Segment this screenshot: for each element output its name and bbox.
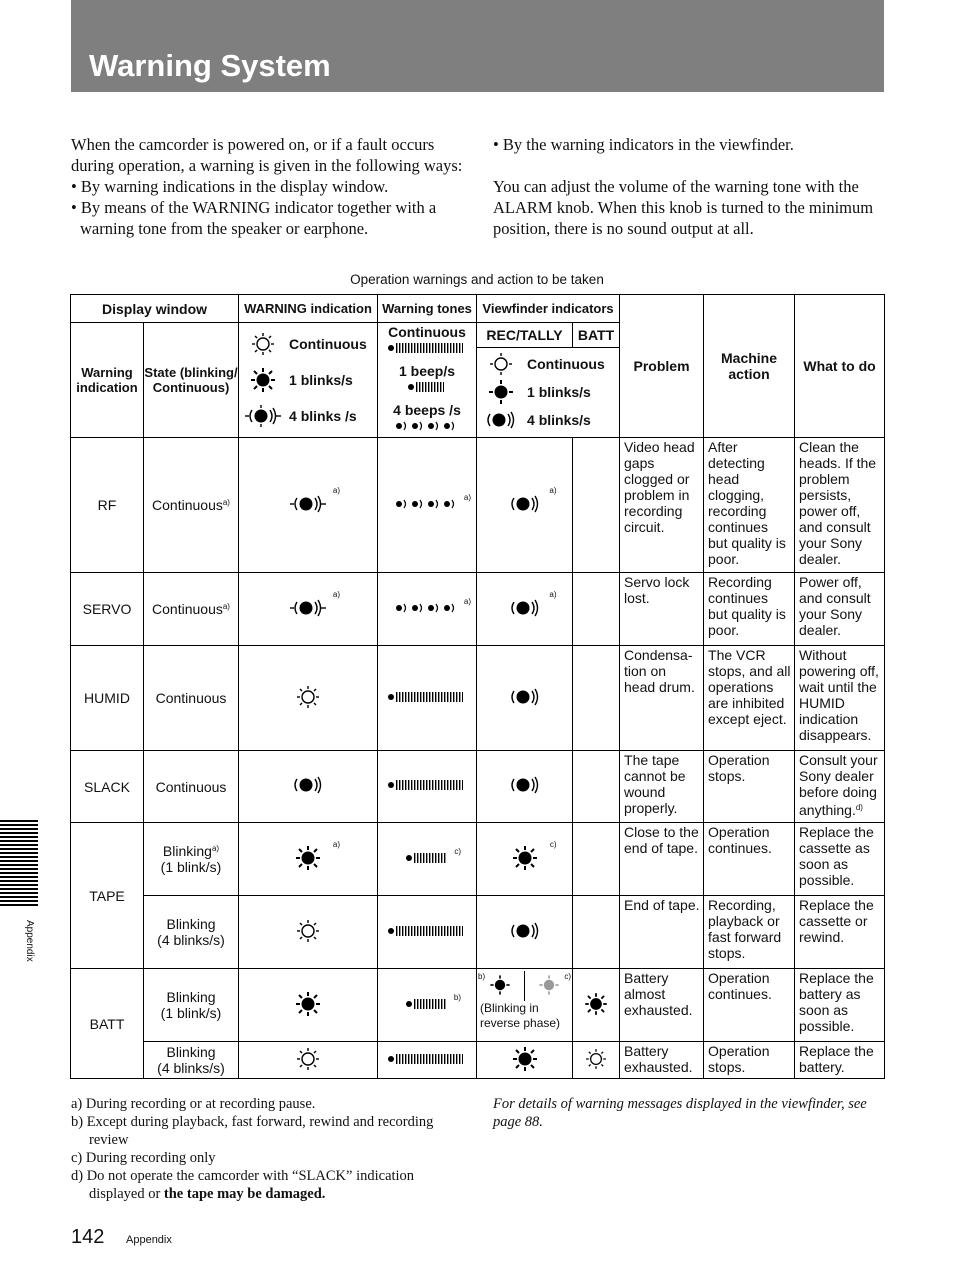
four-beeps-icon <box>395 419 459 433</box>
warning-table <box>70 294 885 1079</box>
lamp-fast-blink-icon <box>481 406 521 434</box>
title-banner <box>71 0 884 92</box>
row-state: Blinking (4 blinks/s) <box>144 1042 239 1079</box>
row-problem: End of tape. <box>620 896 704 969</box>
row-state: Continuous$^{a)}$ <box>144 438 239 573</box>
beep-tone-icon <box>405 997 449 1011</box>
lamp-fast-blink-icon <box>505 771 545 799</box>
row-state: Continuous$^{a)}$ <box>144 573 239 646</box>
lamp-fast-blink-icon <box>288 490 328 518</box>
lamp-on-icon <box>505 844 545 872</box>
lamp-off-icon <box>288 1045 328 1073</box>
row-action: After detecting head clogging, recording continues but quality is poor. <box>704 438 795 573</box>
lamp-off-icon <box>288 683 328 711</box>
table-row <box>71 896 885 969</box>
lamp-fast-blink-icon <box>288 594 328 622</box>
row-todo: Without powering off, wait until the HUMID indication disappears. <box>795 646 885 751</box>
row-todo: Replace the battery. <box>795 1042 885 1079</box>
lamp-fast-blink-icon <box>505 594 545 622</box>
row-todo: Replace the cassette as soon as possible. <box>795 823 885 896</box>
row-action: Operation stops. <box>704 751 795 823</box>
intro-bullet: • By means of the WARNING indicator together with a warning tone from the speaker or earphone. <box>71 198 437 238</box>
row-problem: Close to the end of tape. <box>620 823 704 896</box>
row-indication: HUMID <box>71 646 144 751</box>
row-todo: Replace the battery as soon as possible. <box>795 969 885 1042</box>
table-row: TAPE Blinking$^{a)}$ (1 blink/s) a) c) c) Close to the end of tape. Operation continues. Replace the cassette as soon as possible. <box>71 823 885 896</box>
footnote-c: c) During recording only <box>71 1150 216 1166</box>
lamp-on-icon <box>481 378 521 406</box>
lamp-fast-blink-icon <box>505 490 545 518</box>
table-row: RF Continuous$^{a)}$ a) a) a) Video head gaps clogged or problem in recording circuit. After detecting head clogging, recording continues but quality is poor. Clean the heads. If the problem persists, power off, and consult your Sony dealer. <box>71 438 885 573</box>
lamp-on-icon <box>578 990 614 1018</box>
lamp-fast-blink-icon <box>505 683 545 711</box>
lamp-off-icon <box>578 1045 614 1073</box>
row-state: Blinking (4 blinks/s) <box>144 896 239 969</box>
lamp-fast-blink-icon <box>243 402 283 430</box>
lamp-on-icon <box>243 366 283 394</box>
header-batt: BATT <box>577 327 615 343</box>
warning-legend <box>239 323 378 438</box>
row-state: Continuous <box>144 646 239 751</box>
lamp-on-icon <box>288 990 328 1018</box>
lamp-on-icon <box>484 971 516 999</box>
continuous-tone-icon <box>387 1052 467 1066</box>
row-state: Blinking$^{a)}$ (1 blink/s) <box>144 823 239 896</box>
header-problem: Problem <box>620 295 704 438</box>
row-state: Blinking (1 blink/s) <box>144 969 239 1042</box>
legend-vf-one-blink: 1 blinks/s <box>527 384 591 400</box>
row-problem: Servo lock lost. <box>620 573 704 646</box>
beep-tone-icon <box>405 851 449 865</box>
see-page-note: For details of warning messages displayed in the viewfinder, see page 88. <box>493 1096 867 1130</box>
four-beeps-icon <box>395 601 459 615</box>
legend-continuous: Continuous <box>289 336 367 352</box>
continuous-tone-icon <box>387 341 467 355</box>
intro-bullet: • By warning indications in the display window. <box>71 177 389 196</box>
header-machine-action: Machine action <box>704 295 795 438</box>
lamp-fast-blink-icon <box>288 771 328 799</box>
continuous-tone-icon <box>387 690 467 704</box>
row-problem: The tape cannot be wound properly. <box>620 751 704 823</box>
lamp-off-icon <box>288 917 328 945</box>
table-row <box>71 646 885 751</box>
legend-tone-continuous: Continuous <box>388 323 466 340</box>
header-display-window: Display window <box>71 295 239 323</box>
row-indication: SERVO <box>71 573 144 646</box>
legend-tone-four-beeps: 4 beeps /s <box>393 401 461 418</box>
row-action: Recording continues but quality is poor. <box>704 573 795 646</box>
reverse-phase-note: (Blinking in reverse phase) <box>480 1001 561 1030</box>
table-row: SERVO Continuous$^{a)}$ a) a) a) Servo lock lost. Recording continues but quality is poor. Power off, and consult your Sony dealer. <box>71 573 885 646</box>
page-title: Warning System <box>89 48 331 83</box>
intro-left-column <box>71 134 466 239</box>
footnote-b: b) Except during playback, fast forward, rewind and recording review <box>71 1114 434 1148</box>
row-action: The VCR stops, and all operations are inhibited except eject. <box>704 646 795 751</box>
continuous-tone-icon <box>387 924 467 938</box>
row-todo: Consult your Sony dealer before doing anything.$^{d)}$ <box>795 751 885 823</box>
footnote-a: a) During recording or at recording pause. <box>71 1096 316 1112</box>
four-beeps-icon <box>395 497 459 511</box>
row-indication: TAPE <box>71 823 144 969</box>
lamp-dim-icon <box>533 971 565 999</box>
tones-legend <box>378 323 477 438</box>
row-action: Operation continues. <box>704 969 795 1042</box>
viewfinder-legend <box>477 323 620 438</box>
legend-vf-four-blinks: 4 blinks/s <box>527 412 591 428</box>
row-state: Continuous <box>144 751 239 823</box>
header-what-to-do: What to do <box>795 295 885 438</box>
row-todo: Replace the cassette or rewind. <box>795 896 885 969</box>
lamp-off-icon <box>243 330 283 358</box>
legend-tone-one-beep: 1 beep/s <box>399 362 456 379</box>
footnote-d: d) Do not operate the camcorder with “SLACK” indication displayed or the tape may be damaged. <box>71 1168 415 1202</box>
row-action: Recording, playback or fast forward stops. <box>704 896 795 969</box>
section-tab <box>0 820 38 908</box>
beep-tone-icon <box>407 380 447 394</box>
lamp-on-icon <box>288 844 328 872</box>
table-row: BATT Blinking (1 blink/s) b) b) c) (Blinking in reverse phase) Battery almost exhausted. Operation continues. Replace the battery as soon as possible. <box>71 969 885 1042</box>
row-action: Operation continues. <box>704 823 795 896</box>
row-problem: Condensa-tion on head drum. <box>620 646 704 751</box>
row-indication: RF <box>71 438 144 573</box>
legend-four-blinks: 4 blinks /s <box>289 408 357 424</box>
lamp-off-icon <box>481 350 521 378</box>
row-indication: SLACK <box>71 751 144 823</box>
row-problem: Video head gaps clogged or problem in recording circuit. <box>620 438 704 573</box>
header-viewfinder: Viewfinder indicators <box>477 295 620 323</box>
row-indication: BATT <box>71 969 144 1079</box>
header-rec-tally: REC/TALLY <box>477 323 573 347</box>
side-section-label: Appendix <box>24 920 35 962</box>
page-number: 142 <box>71 1226 105 1248</box>
header-warning-tones: Warning tones <box>378 295 477 323</box>
table-row <box>71 751 885 823</box>
continuous-tone-icon <box>387 778 467 792</box>
intro-paragraph: When the camcorder is powered on, or if a fault occurs during operation, a warning is given in the following ways: <box>71 135 463 175</box>
intro-right-column <box>493 134 888 239</box>
legend-vf-continuous: Continuous <box>527 356 605 372</box>
table-caption: Operation warnings and action to be taken <box>350 272 604 287</box>
legend-one-blink: 1 blinks/s <box>289 372 353 388</box>
page-footer-label: Appendix <box>126 1234 172 1246</box>
row-todo: Power off, and consult your Sony dealer. <box>795 573 885 646</box>
row-problem: Battery exhausted. <box>620 1042 704 1079</box>
header-warning-indication: WARNING indication <box>239 295 378 323</box>
footnotes <box>71 1095 471 1203</box>
alarm-paragraph: You can adjust the volume of the warning tone with the ALARM knob. When this knob is turned to the minimum position, there is no sound output at all. <box>493 177 874 238</box>
lamp-on-icon <box>505 1045 545 1073</box>
lamp-fast-blink-icon <box>505 917 545 945</box>
table-row <box>71 1042 885 1079</box>
row-action: Operation stops. <box>704 1042 795 1079</box>
row-todo: Clean the heads. If the problem persists, power off, and consult your Sony dealer. <box>795 438 885 573</box>
header-warning-indication-sub: Warning indication <box>71 323 144 438</box>
row-problem: Battery almost exhausted. <box>620 969 704 1042</box>
intro-bullet: • By the warning indicators in the viewfinder. <box>493 135 794 154</box>
header-state: State (blinking/ Continuous) <box>144 323 239 438</box>
